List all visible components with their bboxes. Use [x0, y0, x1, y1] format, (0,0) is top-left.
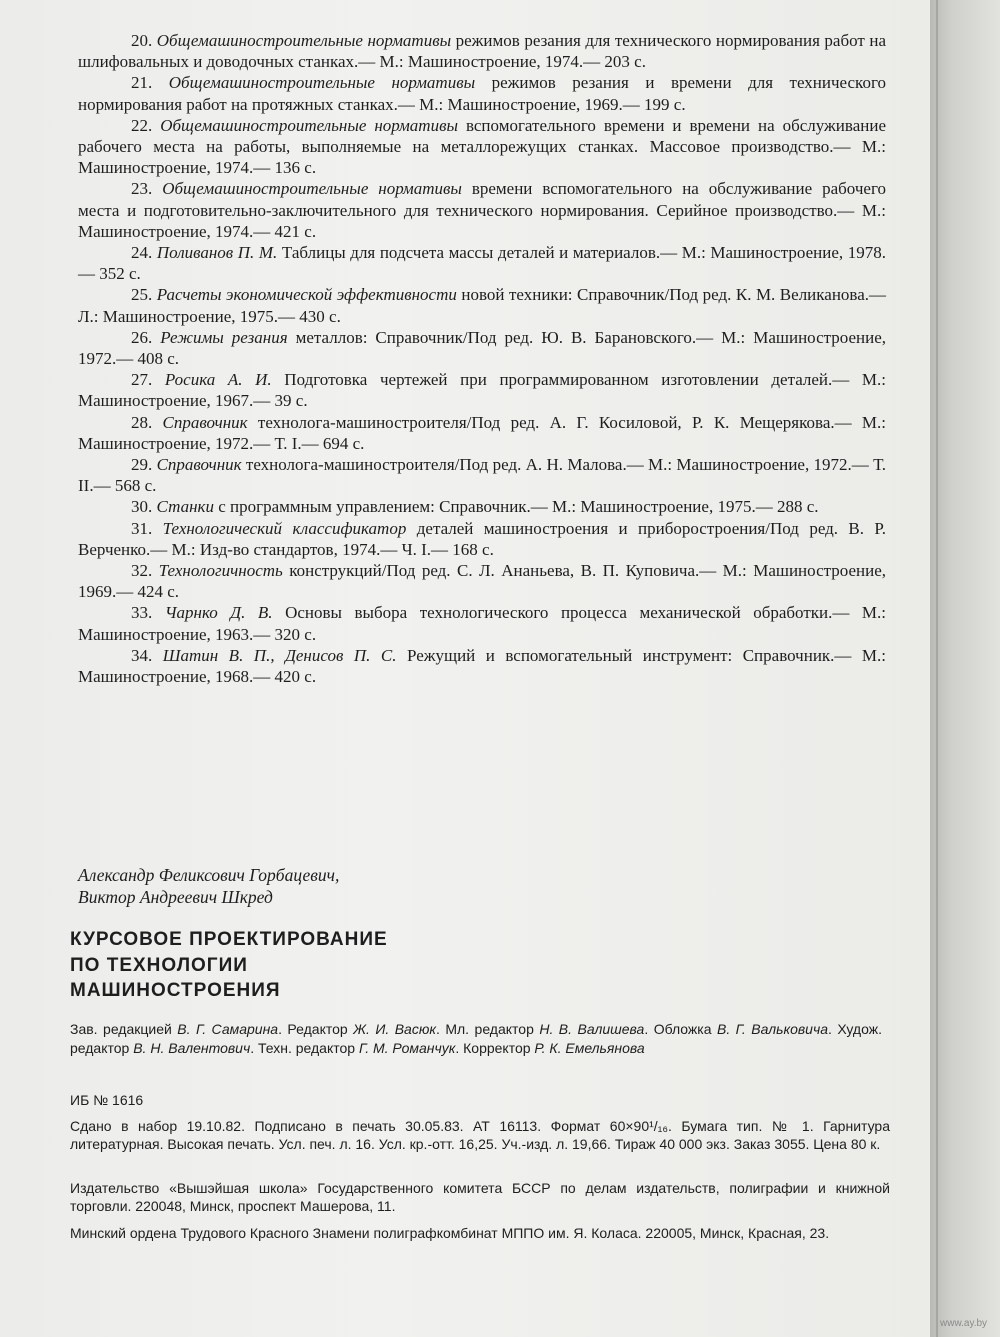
author-name: Александр Феликсович Горбацевич, — [78, 865, 340, 885]
reference-item: 23. Общемашиностроительные нормативы времени вспомогательного на обслуживание рабочего места и подготовительно-заключительного для технического нормирования. Серийное производство.— М.: Машиностроение, 1974.— 421 с. — [78, 179, 886, 241]
title-line: КУРСОВОЕ ПРОЕКТИРОВАНИЕ — [70, 929, 388, 950]
title-line: ПО ТЕХНОЛОГИИ — [70, 954, 248, 976]
reference-item: 26. Режимы резания металлов: Справочник/Под ред. Ю. В. Барановского.— М.: Машиностроение, 1972.— 408 с. — [78, 327, 887, 369]
editorial-credits: Зав. редакцией В. Г. Самарина. Редактор Ж. И. Васюк. Мл. редактор Н. В. Валишева. Обложка В. Г. Вальковича. Худож. редактор В. Н. Валентович. Техн. редактор Г. М. Романчук. Корректор Р. К. Емельянова — [70, 1021, 882, 1056]
site-watermark: www.ay.by — [940, 1318, 988, 1329]
reference-item: 24. Поливанов П. М. Таблицы для подсчета массы деталей и материалов.— М.: Машиностроение, 1978.— 352 с. — [78, 243, 887, 284]
reference-item: 31. Технологический классификатор деталей машиностроения и приборостроения/Под ред. В. Р. Верченко.— М.: Изд-во стандартов, 1974.— Ч. I.— 168 с. — [78, 518, 887, 559]
printer-info: Минский ордена Трудового Красного Знамени полиграфкомбинат МППО им. Я. Коласа. 220005, Минск, Красная, 23. — [70, 1225, 830, 1241]
reference-item: 29. Справочник технолога-машиностроителя/Под ред. А. Н. Малова.— М.: Машиностроение, 1972.— Т. II.— 568 с. — [78, 455, 887, 496]
reference-item: 27. Росика А. И. Подготовка чертежей при программированном изготовлении деталей.— М.: Машиностроение, 1967.— 39 с. — [78, 370, 887, 411]
author-name: Виктор Андреевич Шкред — [78, 886, 273, 907]
reference-item: 30. Станки с программным управлением: Справочник.— М.: Машиностроение, 1975.— 288 с. — [131, 497, 819, 517]
reference-item: 25. Расчеты экономической эффективности новой техники: Справочник/Под ред. К. М. Великанова.— Л.: Машиностроение, 1975.— 430 с. — [78, 285, 887, 326]
print-details: Сдано в набор 19.10.82. Подписано в печать 30.05.83. АТ 16113. Формат 60×90¹/₁₆. Бумага тип. № 1. Гарнитура литературная. Высокая печать. Усл. печ. л. 16. Усл. кр.-отт. 16,25. Уч.-изд. л. 19,66. Тираж 40 000 экз. Заказ 3055. Цена 80 к. — [70, 1118, 890, 1152]
authors-block — [78, 865, 339, 908]
book-title — [70, 927, 388, 1004]
reference-item: 32. Технологичность конструкций/Под ред. С. Л. Ананьева, В. П. Куповича.— М.: Машиностроение, 1969.— 424 с. — [78, 561, 887, 602]
page-edge-shadow — [930, 0, 1000, 1337]
publisher-info: Издательство «Вышэйшая школа» Государственного комитета БССР по делам издательств, полиграфии и книжной торговли. 220048, Минск, проспект Машерова, 11. — [70, 1180, 890, 1214]
reference-item: 34. Шатин В. П., Денисов П. С. Режущий и вспомогательный инструмент: Справочник.— М.: Машиностроение, 1968.— 420 с. — [78, 645, 887, 687]
reference-item: 22. Общемашиностроительные нормативы вспомогательного времени и времени на обслуживание рабочего места на работы, выполняемые на металлорежущих станках. Массовое производство.— М.: Машиностроение, 1974.— 136 с. — [78, 115, 886, 178]
reference-item: 20. Общемашиностроительные нормативы режимов резания для технического нормирования работ на шлифовальных и доводочных станках.— М.: Машиностроение, 1974.— 203 с. — [78, 31, 887, 72]
reference-item: 28. Справочник технолога-машиностроителя/Под ред. А. Г. Косиловой, Р. К. Мещерякова.— М.: Машиностроение, 1972.— Т. I.— 694 с. — [78, 412, 886, 453]
ib-number: ИБ № 1616 — [70, 1092, 144, 1108]
reference-item: 21. Общемашиностроительные нормативы режимов резания и времени для технического нормирования работ на протяжных станках.— М.: Машиностроение, 1969.— 199 с. — [78, 73, 886, 114]
title-line: МАШИНОСТРОЕНИЯ — [70, 980, 281, 1001]
reference-item: 33. Чарнко Д. В. Основы выбора технологического процесса механической обработки.— М.: Машиностроение, 1963.— 320 с. — [78, 603, 887, 644]
reference-list — [78, 30, 886, 687]
